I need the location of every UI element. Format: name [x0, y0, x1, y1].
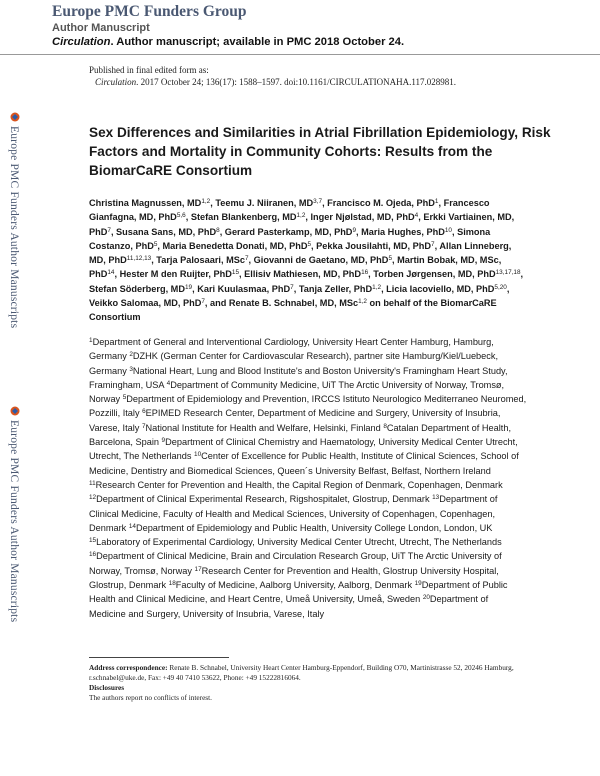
author-affiliation-ref: 7	[107, 226, 111, 234]
availability-text: . Author manuscript; available in PMC 2018 October 24.	[110, 36, 405, 48]
correspondence-label: Address correspondence:	[89, 663, 168, 672]
author-name: Renate B. Schnabel, MD, MSc	[228, 298, 359, 309]
author-affiliation-ref: 7	[431, 240, 435, 248]
side-label: Europe PMC Funders Author Manuscripts	[8, 126, 20, 329]
correspondence-text: Renate B. Schnabel, University Heart Center Hamburg-Eppendorf, Building O70, Martinistrasse 52, 20246 Hamburg, r.schnabel@uke.de, Fax: +49 40 7410 53622, Phone: +49 15222816064.	[89, 663, 514, 682]
author-list: Christina Magnussen, MD$^{1,2}$, Teemu J. Niiranen, MD$^{3,7}$, Francisco M. Ojeda, PhD$^1$, Francesco Gianfagna, MD, PhD$^{5,6}$, Stefan Blankenberg, MD$^{1,2}$, Inger Njølstad, MD, PhD$^4$, Erkki Vartiainen, MD, PhD$^7$, Susana Sans, MD, PhD$^8$, Gerard Pasterkamp, MD, PhD$^9$, Maria Hughes, PhD$^{10}$, Simona Costanzo, PhD$^5$, Maria Benedetta Donati, MD, PhD$^5$, Pekka Jousilahti, MD, PhD$^7$, Allan Linneberg, MD, PhD$^{11,12,13}$, Tarja Palosaari, MSc$^7$, Giovanni de Gaetano, MD, PhD$^5$, Martin Bobak, MD, MSc, PhD$^{14}$, Hester M den Ruijter, PhD$^{15}$, Ellisiv Mathiesen, MD, PhD$^{16}$, Torben Jørgensen, MD, PhD$^{13,17,18}$, Stefan Söderberg, MD$^{19}$, Kari Kuulasmaa, PhD$^7$, Tanja Zeller, PhD$^{1,2}$, Licia Iacoviello, MD, PhD$^{5,20}$, Veikko Salomaa, MD, PhD$^7$, and Renate B. Schnabel, MD, MSc$^{1,2}$ on behalf of the BiomarCaRE Consortium	[89, 198, 524, 323]
author-name: Tarja Palosaari, MSc	[156, 255, 245, 266]
article-title: Sex Differences and Similarities in Atrial Fibrillation Epidemiology, Risk Factors and Mortality in Community Cohorts: Results from the BiomarCaRE Consortium	[89, 125, 551, 178]
affiliation-text: Department of Clinical Chemistry and Haematology, University Medical Center Utrecht, Utrecht, The Netherlands	[89, 437, 518, 462]
affiliation-number: 10	[194, 451, 202, 459]
citation-journal: Circulation	[95, 77, 137, 87]
author-name: Martin Bobak, MD, MSc, PhD	[89, 255, 502, 280]
affiliation-number: 3	[129, 365, 133, 373]
author-name: Ellisiv Mathiesen, MD, PhD	[244, 269, 362, 280]
authors-and: and	[210, 298, 227, 309]
affiliation-text: DZHK (German Center for Cardiovascular Research), partner site Hamburg/Kiel/Luebeck, Germany	[89, 351, 499, 376]
affiliation-number: 7	[141, 422, 146, 430]
affiliation-number: 5	[122, 394, 127, 402]
author-name: Hester M den Ruijter, PhD	[119, 269, 232, 280]
author-name: Maria Benedetta Donati, MD, PhD	[162, 240, 308, 251]
author-name: Inger Njølstad, MD, PhD	[310, 212, 415, 223]
author-affiliation-ref: 5,20	[494, 283, 507, 291]
author-name: Francesco Gianfagna, MD, PhD	[89, 198, 490, 223]
footnote-divider	[89, 657, 229, 658]
affiliation-number: 12	[89, 494, 97, 502]
author-affiliation-ref: 1,2	[372, 283, 382, 291]
author-affiliation-ref: 1,2	[296, 212, 306, 220]
affiliation-text: Department of Clinical Medicine, Faculty of Health and Medical Sciences, University of Copenhagen, Copenhagen, Denmark	[89, 494, 498, 533]
funders-group-title: Europe PMC Funders Group	[52, 3, 247, 20]
affiliation-number: 2	[129, 351, 133, 359]
author-affiliation-ref: 1,2	[358, 298, 367, 306]
author-affiliation-ref: 7	[201, 298, 205, 306]
affiliation-text: Department of Epidemiology and Public Health, University College London, London, UK	[135, 522, 493, 533]
author-name: Erkki Vartiainen, MD, PhD	[89, 212, 515, 237]
affiliation-text: Catalan Department of Health, Barcelona, Spain	[89, 422, 512, 448]
author-name: Susana Sans, MD, PhD	[116, 226, 217, 237]
author-name: Licia Iacoviello, MD, PhD	[386, 283, 495, 294]
author-name: Pekka Jousilahti, MD, PhD	[316, 240, 432, 251]
side-label: Europe PMC Funders Author Manuscripts	[8, 420, 20, 623]
affiliation-text: Department of Clinical Medicine, Brain and Circulation Research Group, UiT The Arctic University of Norway, Tromsø, Norway	[89, 551, 502, 576]
affiliation-number: 14	[128, 522, 136, 530]
author-name: Maria Hughes, PhD	[361, 226, 445, 237]
affiliation-text: Department of Public Health and Clinical Medicine, and Heart Centre, Umeå University, Umeå, Sweden	[89, 580, 508, 605]
author-affiliation-ref: 13,17,18	[495, 269, 521, 277]
author-name: Torben Jørgensen, MD, PhD	[373, 269, 496, 280]
affiliation-number: 13	[432, 494, 440, 502]
author-affiliation-ref: 5	[388, 255, 392, 263]
header-divider	[0, 54, 600, 55]
affiliation-number: 19	[414, 580, 422, 588]
journal-name: Circulation	[52, 36, 111, 48]
author-name: Gerard Pasterkamp, MD, PhD	[224, 226, 353, 237]
affiliation-number: 18	[168, 580, 176, 588]
author-name: Giovanni de Gaetano, MD, PhD	[253, 255, 389, 266]
author-affiliation-ref: 7	[244, 255, 249, 263]
affiliation-number: 17	[194, 565, 202, 573]
author-affiliation-ref: 15	[231, 269, 240, 277]
author-name: Stefan Söderberg, MD	[89, 283, 185, 294]
author-affiliation-ref: 4	[414, 212, 419, 220]
author-name: Simona Costanzo, PhD	[89, 226, 491, 251]
affiliation-text: Research Center for Prevention and Health, the Capital Region of Denmark, Copenhagen, Denmark	[95, 479, 503, 490]
author-name: Teemu J. Niiranen, MD	[215, 198, 314, 208]
disclosures-text: The authors report no conflicts of interest.	[89, 693, 212, 702]
europe-pmc-logo-icon	[10, 112, 20, 122]
author-affiliation-ref: 11,12,13	[126, 255, 152, 263]
affiliation-number: 15	[89, 537, 97, 545]
author-affiliation-ref: 5,6	[176, 212, 186, 220]
affiliation-text: Department of Community Medicine, UiT The Arctic University of Norway, Tromsø, Norway	[89, 379, 505, 405]
author-affiliation-ref: 7	[290, 283, 294, 291]
affiliation-number: 8	[383, 422, 387, 430]
author-name: Veikko Salomaa, MD, PhD	[89, 298, 202, 309]
affiliation-text: National Institute for Health and Welfare, Helsinki, Finland	[145, 422, 381, 433]
disclosures-label: Disclosures	[89, 683, 125, 692]
author-affiliation-ref: 3,7	[313, 198, 323, 205]
affiliation-text: Department of General and Interventional Cardiology, University Heart Center Hamburg, Hamburg, Germany	[89, 337, 494, 362]
affiliation-text: Department of Epidemiology and Prevention, IRCCS Istituto Neurologico Mediterraneo Neuromed, Pozzilli, Italy	[89, 394, 527, 419]
affiliation-number: 20	[422, 594, 430, 602]
journal-availability	[52, 36, 404, 48]
author-name: Stefan Blankenberg, MD	[190, 212, 297, 223]
footnotes	[89, 663, 529, 703]
europe-pmc-logo-icon	[10, 406, 20, 416]
author-affiliation-ref: 5	[153, 240, 158, 248]
published-info	[89, 64, 456, 88]
consortium-note: on behalf of the BiomarCaRE Consortium	[89, 298, 497, 323]
affiliation-text: Department of Medicine and Surgery, University of Insubria, Varese, Italy	[89, 594, 489, 619]
affiliation-number: 4	[166, 379, 171, 387]
author-affiliation-ref: 1	[434, 198, 439, 205]
citation-details: . 2017 October 24; 136(17): 1588–1597. doi:10.1161/CIRCULATIONAHA.117.028981.	[136, 77, 456, 87]
author-affiliation-ref: 19	[184, 283, 193, 291]
correspondence-note	[89, 663, 529, 683]
affiliation-number: 16	[89, 551, 97, 559]
affiliation-text: EPIMED Research Center, Department of Medicine and Surgery, University of Insubria, Varese, Italy	[89, 408, 501, 433]
affiliation-text: Center of Excellence for Public Health, Institute of Clinical Sciences, School of Medicine, Dentistry and Biomedical Sciences, Queen´s University Belfast, Belfast, Northern Ireland	[89, 451, 519, 476]
affiliation-text: Research Center for Prevention and Health, Glostrup University Hospital, Glostrup, Denmark	[89, 565, 499, 591]
author-affiliation-ref: 9	[352, 226, 357, 234]
published-label: Published in final edited form as:	[89, 65, 209, 75]
author-name: Kari Kuulasmaa, PhD	[197, 283, 291, 294]
author-affiliation-ref: 10	[444, 226, 452, 234]
affiliation-number: 9	[161, 437, 166, 445]
citation-line	[89, 76, 456, 88]
affiliation-text: Faculty of Medicine, Aalborg University, Aalborg, Denmark	[175, 580, 413, 591]
affiliation-number: 1	[89, 337, 93, 344]
affiliation-text: Department of Clinical Experimental Research, Rigshospitalet, Glostrup, Denmark	[96, 494, 430, 505]
affiliation-number: 6	[142, 408, 146, 416]
author-affiliation-ref: 16	[361, 269, 369, 277]
author-name: Allan Linneberg, MD, PhD	[89, 240, 512, 266]
author-affiliation-ref: 1,2	[201, 198, 211, 205]
author-name: Tanja Zeller, PhD	[298, 283, 373, 294]
author-affiliation-ref: 8	[216, 226, 220, 234]
author-affiliation-ref: 5	[307, 240, 312, 248]
author-name: Francisco M. Ojeda, PhD	[327, 198, 435, 208]
author-name: Christina Magnussen, MD	[89, 198, 202, 208]
affiliation-text: National Heart, Lung and Blood Institute's and Boston University's Framingham Heart Study, Framingham, USA	[89, 365, 508, 390]
affiliation-text: Laboratory of Experimental Cardiology, University Medical Center Utrecht, Utrecht, The Netherlands	[96, 537, 502, 548]
affiliations	[89, 335, 527, 621]
affiliation-number: 11	[89, 479, 96, 487]
author-affiliation-ref: 14	[107, 269, 115, 277]
author-manuscript-label: Author Manuscript	[52, 22, 150, 34]
